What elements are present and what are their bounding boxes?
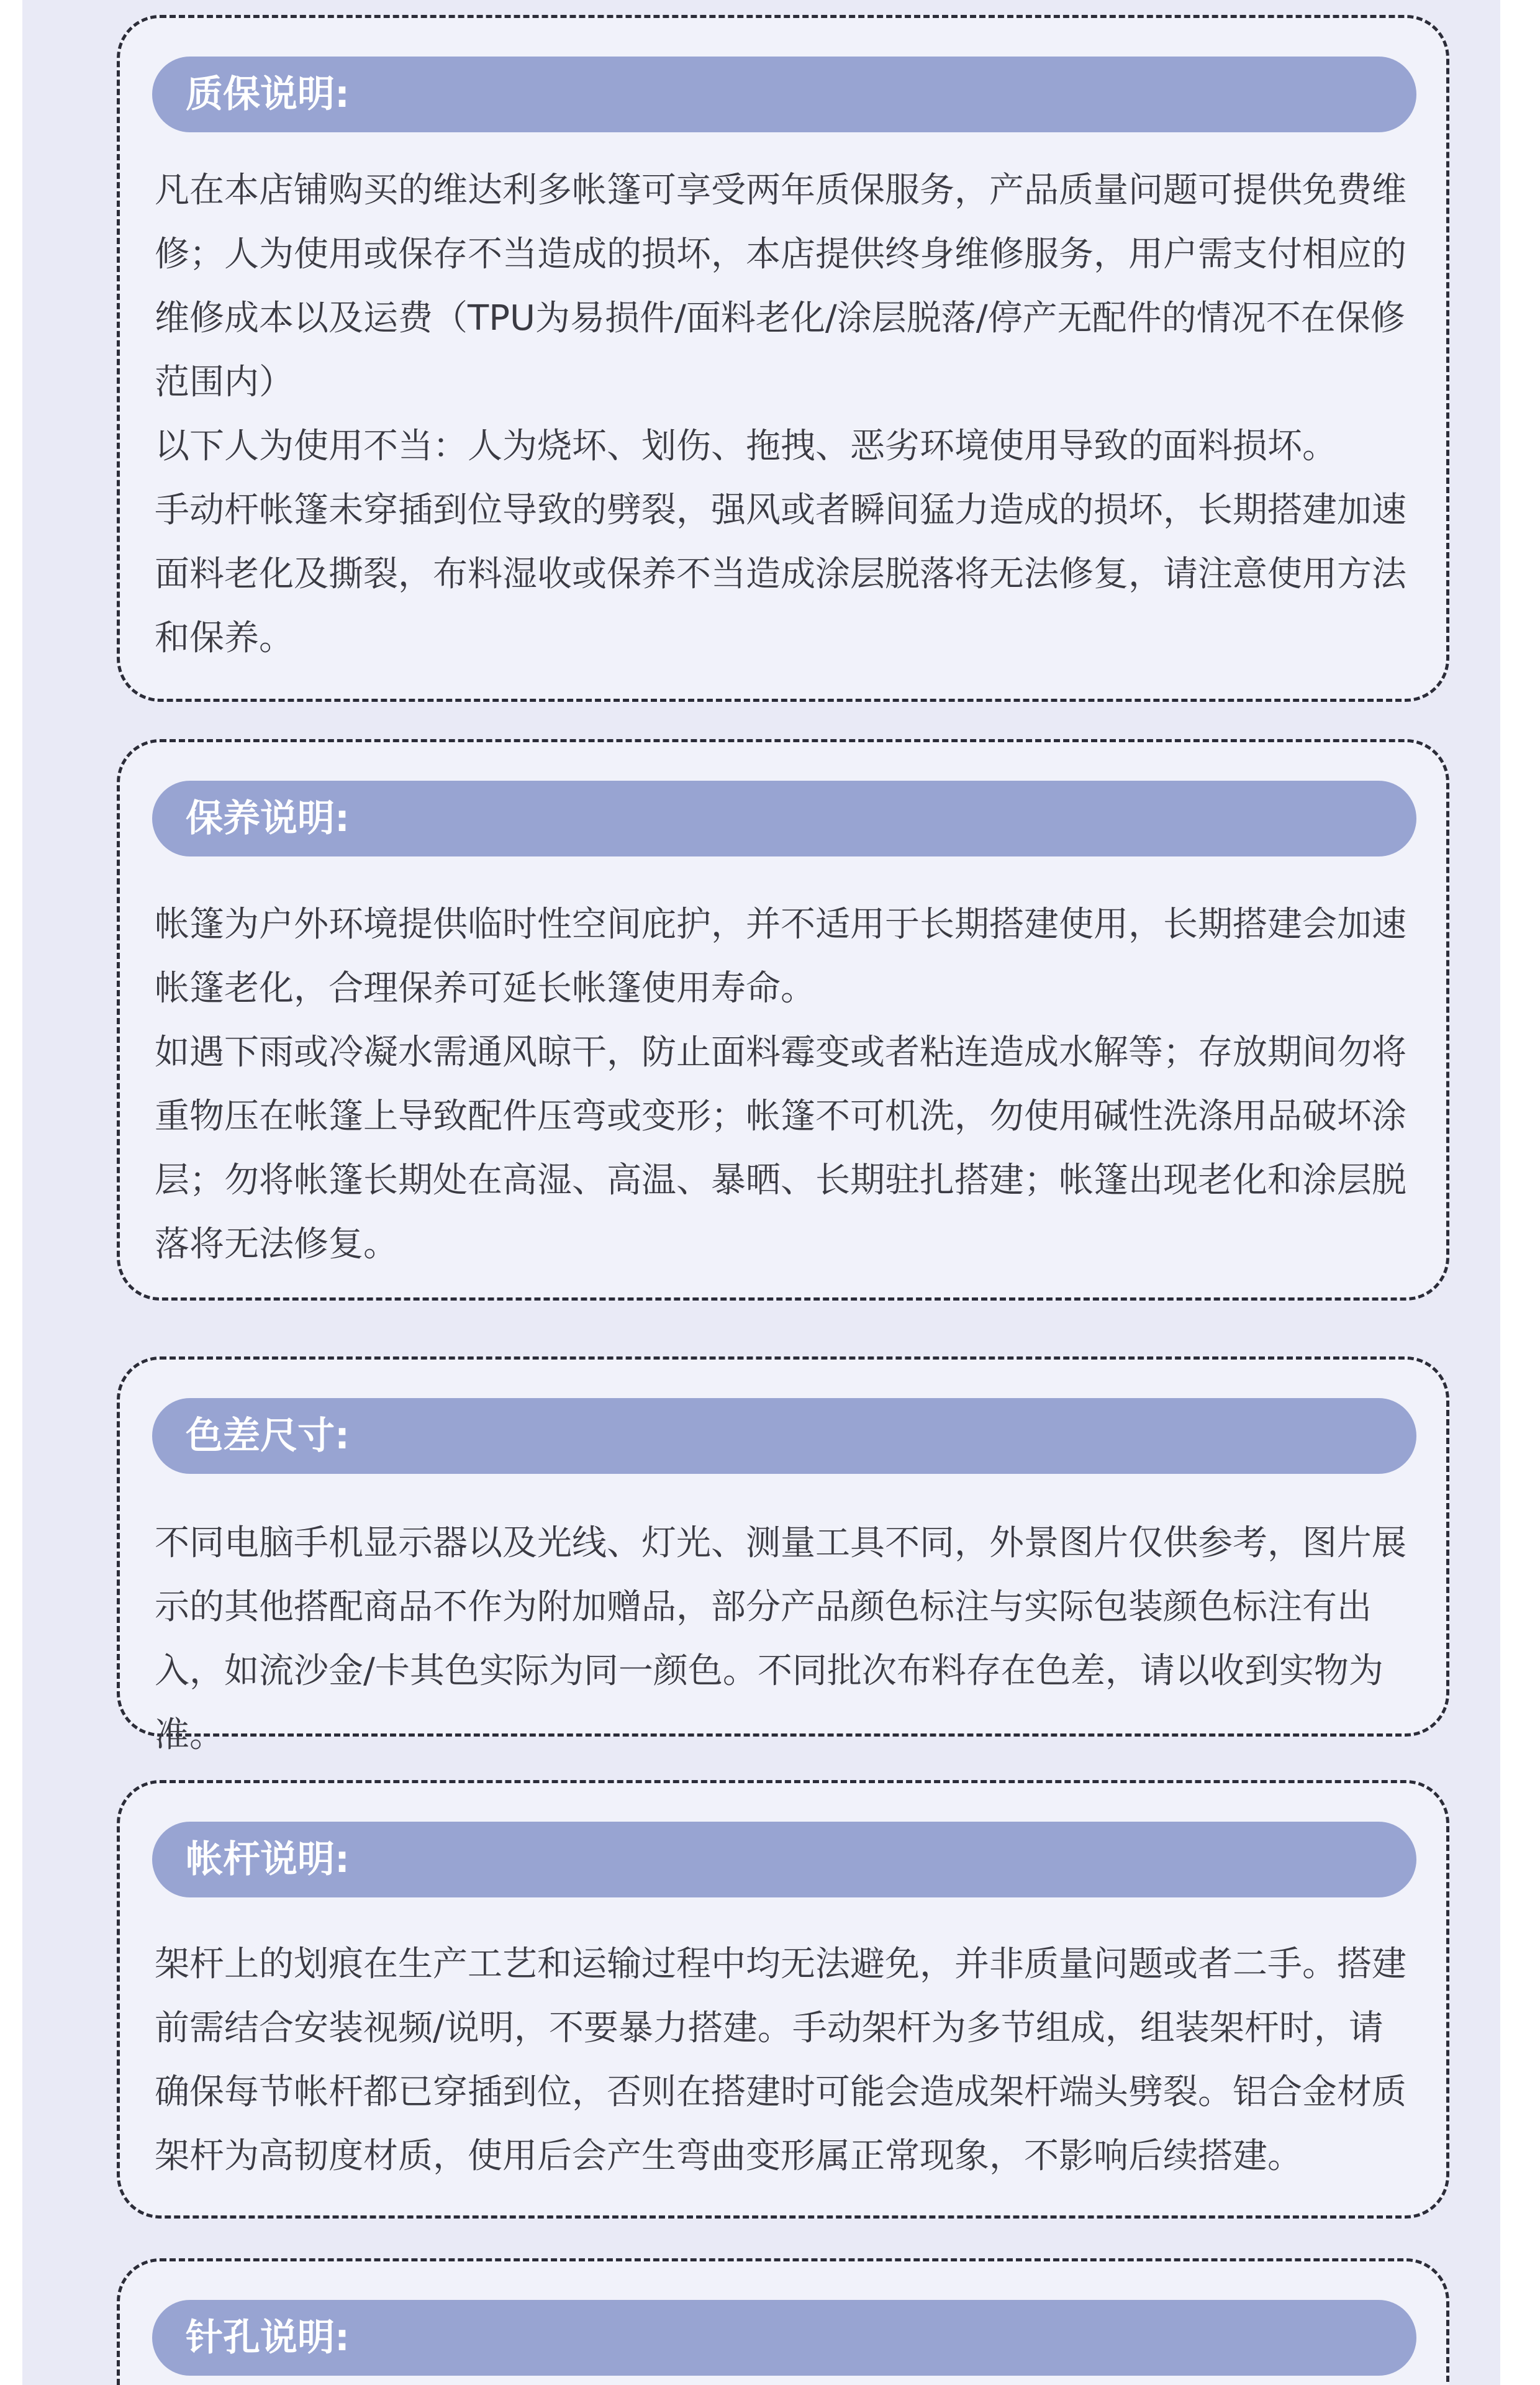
warranty-paragraph: 凡在本店铺购买的维达利多帐篷可享受两年质保服务，产品质量问题可提供免费维修；人为使用或保存不当造成的损坏，本店提供终身维修服务，用户需支付相应的维修成本以及运费（TPU为易损件/面料老化/涂层脱落/停产无配件的情况不在保修范围内） xyxy=(155,170,1406,402)
pole-heading: 帐杆说明: xyxy=(152,1822,1416,1897)
warranty-paragraph: 以下人为使用不当：人为烧坏、划伤、拖拽、恶劣环境使用导致的面料损坏。 xyxy=(155,426,1337,466)
maintenance-paragraph: 帐篷为户外环境提供临时性空间庇护，并不适用于长期搭建使用，长期搭建会加速帐篷老化，合理保养可延长帐篷使用寿命。 xyxy=(155,904,1406,1009)
warranty-card xyxy=(117,15,1449,702)
maintenance-card xyxy=(117,739,1449,1301)
pole-card xyxy=(117,1780,1449,2219)
maintenance-body xyxy=(155,893,1414,1276)
maintenance-paragraph: 如遇下雨或冷凝水需通风晾干，防止面料霉变或者粘连造成水解等；存放期间勿将重物压在帐篷上导致配件压弯或变形；帐篷不可机洗，勿使用碱性洗涤用品破坏涂层；勿将帐篷长期处在高湿、高温、暴晒、长期驻扎搭建；帐篷出现老化和涂层脱落将无法修复。 xyxy=(155,1032,1406,1265)
color-size-body xyxy=(155,1511,1414,1767)
pole-paragraph: 架杆上的划痕在生产工艺和运输过程中均无法避免，并非质量问题或者二手。搭建前需结合安装视频/说明，不要暴力搭建。手动架杆为多节组成，组装架杆时，请确保每节帐杆都已穿插到位，否则在搭建时可能会造成架杆端头劈裂。铝合金材质架杆为高韧度材质，使用后会产生弯曲变形属正常现象，不影响后续搭建。 xyxy=(155,1944,1406,2176)
color-size-card xyxy=(117,1356,1449,1755)
needle-hole-card xyxy=(117,2258,1449,2385)
pole-body xyxy=(155,1932,1414,2188)
maintenance-heading: 保养说明: xyxy=(152,781,1416,856)
warranty-body xyxy=(155,158,1414,670)
color-size-paragraph: 不同电脑手机显示器以及光线、灯光、测量工具不同，外景图片仅供参考，图片展示的其他搭配商品不作为附加赠品，部分产品颜色标注与实际包装颜色标注有出入，如流沙金/卡其色实际为同一颜色。不同批次布料存在色差，请以收到实物为准。 xyxy=(155,1523,1406,1755)
warranty-heading: 质保说明: xyxy=(152,57,1416,132)
color-size-heading: 色差尺寸: xyxy=(152,1398,1416,1474)
needle-hole-heading: 针孔说明: xyxy=(152,2300,1416,2376)
background-panel xyxy=(22,0,1500,2385)
warranty-paragraph: 手动杆帐篷未穿插到位导致的劈裂，强风或者瞬间猛力造成的损坏，长期搭建加速面料老化及撕裂，布料湿收或保养不当造成涂层脱落将无法修复，请注意使用方法和保养。 xyxy=(155,490,1406,658)
